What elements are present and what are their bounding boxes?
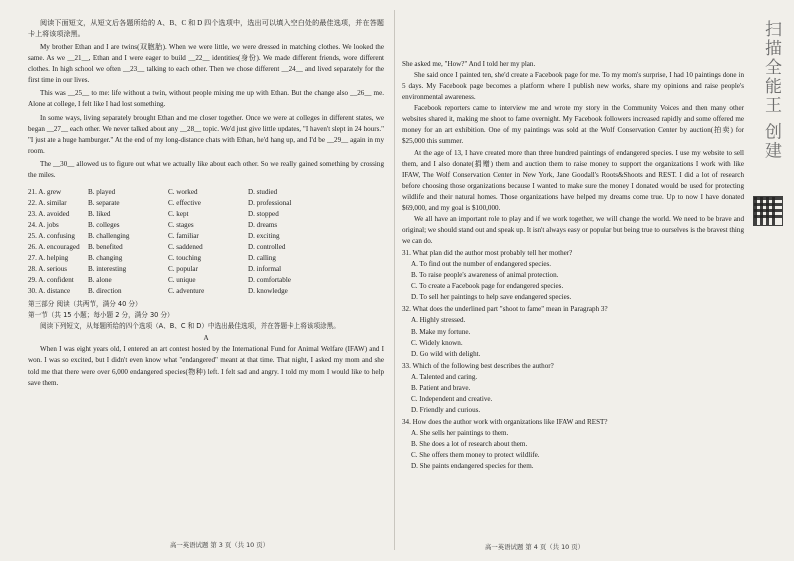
option-a: 24. A. jobs	[28, 221, 59, 230]
option-d: D. controlled	[248, 243, 286, 252]
option-d: D. Friendly and curious.	[411, 405, 481, 414]
option-d: D. To sell her paintings to help save endangered species.	[411, 293, 572, 302]
option-d: D. comfortable	[248, 276, 291, 285]
cloze-paragraph-2: This was __25__ to me: life without a twin, without people mixing me up with Ethan. But the change also __26__ me. Alone at college, I felt like I had lost something.	[28, 89, 384, 109]
option-a: 30. A. distance	[28, 287, 71, 296]
question-31	[402, 248, 744, 303]
option-a: A. Highly stressed.	[411, 316, 466, 325]
option-c: C. Independent and creative.	[411, 394, 493, 403]
option-c: C. touching	[168, 254, 202, 263]
question-options	[402, 259, 744, 303]
question-options	[402, 428, 744, 472]
section-title: 第三部分 阅读（共两节，满分 40 分）	[28, 299, 142, 308]
cloze-paragraph-3: In some ways, living separately brought Ethan and me closer together. Once we were at colleges in different states, we began __27__ each other. We never talked about any __28__ topic. We'd just give little updates, "I haven't slept in 24 hours." "I just ate a huge hamburger." At the end of my long-distance chats with Ethan, he'd hang up, and I'd be __29__ again in my room.	[28, 113, 384, 155]
option-d: D. exciting	[248, 232, 280, 241]
question-33	[402, 361, 744, 416]
passage-a-paragraph-6: We all have an important role to play and if we work together, we will change the world. We need to be brave and original; we should stand out and speak up. It isn't always easy or popular but being true to ourselves is the bravest thing we can do.	[402, 214, 744, 245]
option-d: D. She paints endangered species for them.	[411, 462, 534, 471]
option-a: A. To find out the number of endangered species.	[411, 260, 552, 269]
option-c: C. stages	[168, 221, 194, 230]
option-b: B. Make my fortune.	[411, 327, 471, 336]
option-d: D. professional	[248, 198, 292, 207]
option-row-29	[28, 275, 384, 286]
question-stem: 31. What plan did the author most probably tell her mother?	[402, 249, 573, 258]
option-row-24	[28, 220, 384, 231]
page-footer: 高一英语试题 第 4 页（共 10 页）	[485, 543, 585, 551]
section-subtitle: 第一节（共 15 小题；每小题 2 分，满分 30 分）	[28, 310, 174, 319]
option-c: C. unique	[168, 276, 196, 285]
question-stem: 33. Which of the following best describes the author?	[402, 361, 554, 370]
qr-code-icon	[753, 196, 783, 226]
question-34	[402, 417, 744, 472]
option-d: D. knowledge	[248, 287, 288, 296]
cloze-paragraph-1: My brother Ethan and I are twins(双胞胎). When we were little, we were dressed in matching clothes. We looked the same. As we __21__, Ethan and I were eager to build __22__ identities(身份). We made different friends, wore different clothes. In high school we often __23__ talking to each other. Then we chose different __24__ and lived separately for the first time in our lives.	[28, 43, 384, 85]
passage-label: A	[203, 334, 209, 343]
option-a: 22. A. similar	[28, 198, 67, 207]
question-options	[402, 372, 744, 416]
question-options	[402, 315, 744, 359]
option-a: 27. A. helping	[28, 254, 69, 263]
option-row-30	[28, 286, 384, 297]
option-c: C. popular	[168, 265, 198, 274]
option-row-28	[28, 264, 384, 275]
option-b: B. She does a lot of research about them.	[411, 440, 528, 449]
option-b: B. To raise people's awareness of animal protection.	[411, 271, 559, 280]
option-d: D. informal	[248, 265, 282, 274]
option-b: B. challenging	[88, 232, 130, 241]
scanner-watermark: 扫描全能王 创建	[761, 20, 781, 161]
option-d: D. Go wild with delight.	[411, 349, 481, 358]
page-4	[396, 0, 750, 561]
option-a: A. She sells her paintings to them.	[411, 429, 509, 438]
option-c: C. adventure	[168, 287, 205, 296]
page-3	[0, 0, 396, 561]
option-b: B. changing	[88, 254, 123, 263]
option-c: C. familiar	[168, 232, 199, 241]
question-stem: 34. How does the author work with organizations like IFAW and REST?	[402, 418, 608, 426]
option-row-26	[28, 242, 384, 253]
option-a: A. Talented and caring.	[411, 372, 478, 381]
option-a: 23. A. avoided	[28, 210, 70, 218]
option-c: C. effective	[168, 198, 201, 207]
option-c: C. Widely known.	[411, 338, 463, 347]
option-b: B. direction	[88, 287, 122, 296]
passage-a-paragraph-3: She said once I painted ten, she'd create a Facebook page for me. To my mom's surprise, I had 10 paintings done in 5 days. My Facebook page becomes a platform where I publish new works, share my opinions and raise people's environmental awareness.	[402, 71, 744, 102]
option-c: C. To create a Facebook page for endangered species.	[411, 282, 564, 291]
passage-a-paragraph-1: When I was eight years old, I entered an art contest hosted by the International Fund for Animal Welfare (IFAW) and I won. I was so excited, but I didn't even know what "endangered" meant at that time. That night, I asked my mom and she told me that there were over 6,000 endangered species(物种) left. I felt sad and angry. I told my mom I would like to help save them.	[28, 345, 384, 387]
option-a: 29. A. confident	[28, 276, 74, 285]
option-a: 26. A. encouraged	[28, 243, 80, 252]
option-c: C. kept	[168, 210, 189, 218]
page-divider	[394, 10, 395, 550]
option-row-25	[28, 231, 384, 242]
option-b: B. played	[88, 187, 116, 196]
option-b: B. separate	[88, 198, 120, 207]
option-row-21	[28, 187, 384, 198]
option-b: B. colleges	[88, 221, 120, 230]
passage-a-paragraph-2: She asked me, "How?" And I told her my plan.	[402, 60, 536, 68]
option-b: B. liked	[88, 210, 111, 218]
option-a: 21. A. grew	[28, 187, 62, 196]
page-footer: 高一英语试题 第 3 页（共 10 页）	[170, 541, 270, 550]
option-b: B. Patient and brave.	[411, 383, 471, 392]
option-a: 28. A. serious	[28, 265, 68, 274]
option-c: C. She offers them money to protect wildlife.	[411, 451, 540, 460]
question-stem: 32. What does the underlined part "shoot to fame" mean in Paragraph 3?	[402, 305, 608, 314]
section-instructions: 阅读下列短文，从每题所给的四个选项（A、B、C 和 D）中选出最佳选项，并在答题卡上将该项涂黑。	[40, 322, 340, 331]
option-c: C. saddened	[168, 243, 203, 252]
option-b: B. interesting	[88, 265, 127, 274]
option-c: C. worked	[168, 187, 198, 196]
option-d: D. stopped	[248, 210, 279, 218]
passage-a-paragraph-4: Facebook reporters came to interview me and wrote my story in the Community Voices and then many other websites shared it, making me shoot to fame overnight. My Facebook followers increased rapidly and some offered me money for an art exhibition. One of my paintings was sold at the Wolf Conservation Center by auction(拍卖) for $25,000 this summer.	[402, 104, 744, 146]
option-row-22	[28, 198, 384, 209]
cloze-instructions: 阅读下面短文，从短文后各题所给的 A、B、C 和 D 四个选项中，选出可以填入空白处的最佳选项，并在答题卡上将该项涂黑。	[28, 19, 384, 39]
option-a: 25. A. confusing	[28, 232, 75, 241]
option-d: D. calling	[248, 254, 276, 263]
cloze-paragraph-4: The __30__ allowed us to figure out what we actually like about each other. So we really gained something by crossing the miles.	[28, 159, 384, 179]
option-d: D. studied	[248, 187, 278, 196]
option-row-23	[28, 209, 384, 220]
option-b: B. benefited	[88, 243, 123, 252]
passage-a-paragraph-5: At the age of 13, I have created more than three hundred paintings of endangered species. I use my website to sell them, and I also donate(捐赠) them and auction them to raise money to support the organizations I work with like IFAW, The Wolf Conservation Center in New York, Jane Goodall's Roots&Shoots and REST. I did a lot of research before choosing those organizations because I wanted to make sure the money I donated would be used for protecting wildlife and their natural homes. Those organizations have helped my dreams come true. Up to now I have donated $69,000, and my goal is $100,000.	[402, 148, 744, 212]
cloze-options	[28, 187, 384, 298]
question-32	[402, 304, 744, 359]
option-b: B. alone	[88, 276, 112, 285]
option-d: D. dreams	[248, 221, 278, 230]
option-row-27	[28, 253, 384, 264]
